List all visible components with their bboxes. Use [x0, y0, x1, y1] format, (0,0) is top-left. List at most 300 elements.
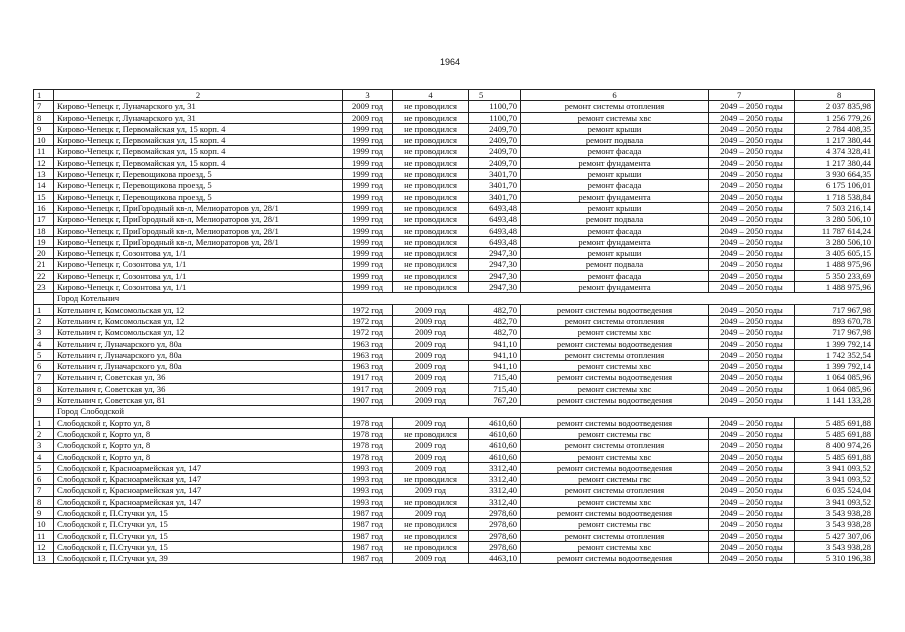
amount-cell: 8 400 974,26 — [795, 440, 875, 451]
work-type-cell: ремонт системы водоотведения — [521, 395, 709, 406]
amount-cell: 1 399 792,14 — [795, 361, 875, 372]
address-cell: Кирово-Чепецк г, Созонтова ул, 1/1 — [54, 270, 343, 281]
area-cell: 4463,10 — [469, 553, 521, 564]
period-cell: 2049 – 2050 годы — [709, 236, 795, 247]
period-cell: 2049 – 2050 годы — [709, 259, 795, 270]
work-type-cell: ремонт системы хвс — [521, 496, 709, 507]
row-number-cell: 4 — [34, 451, 54, 462]
period-cell: 2049 – 2050 годы — [709, 553, 795, 564]
period-cell: 2049 – 2050 годы — [709, 496, 795, 507]
last-repair-cell: не проводился — [393, 101, 469, 112]
area-cell: 1100,70 — [469, 101, 521, 112]
last-repair-cell: 2009 год — [393, 440, 469, 451]
last-repair-cell: 2009 год — [393, 315, 469, 326]
table-row — [34, 191, 875, 202]
period-cell: 2049 – 2050 годы — [709, 123, 795, 134]
work-type-cell: ремонт крыши — [521, 123, 709, 134]
area-cell: 3312,40 — [469, 496, 521, 507]
build-year-cell: 1987 год — [343, 519, 393, 530]
area-cell: 6493,48 — [469, 225, 521, 236]
row-number-cell: 8 — [34, 112, 54, 123]
table-row — [34, 428, 875, 439]
table-row — [34, 349, 875, 360]
period-cell: 2049 – 2050 годы — [709, 169, 795, 180]
period-cell: 2049 – 2050 годы — [709, 507, 795, 518]
work-type-cell: ремонт системы водоотведения — [521, 507, 709, 518]
amount-cell: 717 967,98 — [795, 327, 875, 338]
period-cell: 2049 – 2050 годы — [709, 440, 795, 451]
address-cell: Слободской г, П.Стучки ул, 15 — [54, 519, 343, 530]
build-year-cell: 1993 год — [343, 474, 393, 485]
section-row — [34, 406, 875, 417]
work-type-cell: ремонт системы отопления — [521, 485, 709, 496]
last-repair-cell: не проводился — [393, 135, 469, 146]
table-row — [34, 169, 875, 180]
work-type-cell: ремонт фундамента — [521, 157, 709, 168]
area-cell: 2978,60 — [469, 541, 521, 552]
address-cell: Котельнич г, Советская ул, 81 — [54, 395, 343, 406]
table-row — [34, 361, 875, 372]
last-repair-cell: не проводился — [393, 169, 469, 180]
area-cell: 2978,60 — [469, 530, 521, 541]
address-cell: Кирово-Чепецк г, Перевощикова проезд, 5 — [54, 180, 343, 191]
row-number-cell: 14 — [34, 180, 54, 191]
address-cell: Слободской г, Корто ул, 8 — [54, 440, 343, 451]
address-cell: Кирово-Чепецк г, Первомайская ул, 15 корп. 4 — [54, 135, 343, 146]
amount-cell: 1 488 975,96 — [795, 259, 875, 270]
build-year-cell: 1978 год — [343, 451, 393, 462]
build-year-cell: 1987 год — [343, 541, 393, 552]
work-type-cell: ремонт подвала — [521, 135, 709, 146]
last-repair-cell: не проводился — [393, 180, 469, 191]
table-row — [34, 395, 875, 406]
section-row — [34, 293, 875, 304]
last-repair-cell: не проводился — [393, 112, 469, 123]
work-type-cell: ремонт системы хвс — [521, 112, 709, 123]
row-number-cell: 16 — [34, 202, 54, 213]
area-cell: 6493,48 — [469, 202, 521, 213]
area-cell: 6493,48 — [469, 236, 521, 247]
column-number: 2 — [54, 90, 343, 101]
period-cell: 2049 – 2050 годы — [709, 214, 795, 225]
table-row — [34, 440, 875, 451]
work-type-cell: ремонт системы отопления — [521, 349, 709, 360]
period-cell: 2049 – 2050 годы — [709, 282, 795, 293]
table-row — [34, 282, 875, 293]
build-year-cell: 1963 год — [343, 349, 393, 360]
repair-schedule-table — [33, 89, 875, 564]
row-number-cell: 7 — [34, 101, 54, 112]
amount-cell: 5 427 307,06 — [795, 530, 875, 541]
area-cell: 767,20 — [469, 395, 521, 406]
period-cell: 2049 – 2050 годы — [709, 474, 795, 485]
last-repair-cell: не проводился — [393, 214, 469, 225]
build-year-cell: 1917 год — [343, 383, 393, 394]
build-year-cell: 1999 год — [343, 169, 393, 180]
work-type-cell: ремонт системы водоотведения — [521, 462, 709, 473]
table-row — [34, 146, 875, 157]
table-row — [34, 157, 875, 168]
period-cell: 2049 – 2050 годы — [709, 270, 795, 281]
column-number: 7 — [709, 90, 795, 101]
row-number-cell: 4 — [34, 338, 54, 349]
work-type-cell: ремонт системы гвс — [521, 474, 709, 485]
last-repair-cell: не проводился — [393, 157, 469, 168]
amount-cell: 717 967,98 — [795, 304, 875, 315]
build-year-cell: 1987 год — [343, 530, 393, 541]
period-cell: 2049 – 2050 годы — [709, 180, 795, 191]
address-cell: Слободской г, П.Стучки ул, 15 — [54, 507, 343, 518]
table-row — [34, 553, 875, 564]
last-repair-cell: не проводился — [393, 519, 469, 530]
work-type-cell: ремонт системы хвс — [521, 327, 709, 338]
amount-cell: 1 064 085,96 — [795, 383, 875, 394]
area-cell: 2409,70 — [469, 123, 521, 134]
area-cell: 2947,30 — [469, 259, 521, 270]
work-type-cell: ремонт системы хвс — [521, 383, 709, 394]
period-cell: 2049 – 2050 годы — [709, 451, 795, 462]
amount-cell: 893 670,78 — [795, 315, 875, 326]
amount-cell: 1 742 352,54 — [795, 349, 875, 360]
period-cell: 2049 – 2050 годы — [709, 530, 795, 541]
work-type-cell: ремонт фасада — [521, 270, 709, 281]
period-cell: 2049 – 2050 годы — [709, 485, 795, 496]
address-cell: Котельнич г, Луначарского ул, 80а — [54, 361, 343, 372]
build-year-cell: 1993 год — [343, 496, 393, 507]
row-number-cell: 3 — [34, 440, 54, 451]
period-cell: 2049 – 2050 годы — [709, 304, 795, 315]
build-year-cell: 1999 год — [343, 123, 393, 134]
table-row — [34, 248, 875, 259]
address-cell: Слободской г, Красноармейская ул, 147 — [54, 496, 343, 507]
work-type-cell: ремонт системы хвс — [521, 361, 709, 372]
work-type-cell: ремонт фундамента — [521, 282, 709, 293]
area-cell: 4610,60 — [469, 440, 521, 451]
build-year-cell: 1987 год — [343, 507, 393, 518]
area-cell: 6493,48 — [469, 214, 521, 225]
last-repair-cell: не проводился — [393, 236, 469, 247]
table-row — [34, 225, 875, 236]
amount-cell: 3 930 664,35 — [795, 169, 875, 180]
row-number-cell: 11 — [34, 530, 54, 541]
build-year-cell: 2009 год — [343, 101, 393, 112]
last-repair-cell: 2009 год — [393, 383, 469, 394]
row-number-cell: 5 — [34, 349, 54, 360]
period-cell: 2049 – 2050 годы — [709, 112, 795, 123]
area-cell: 2409,70 — [469, 157, 521, 168]
section-title: Город Котельнич — [54, 293, 343, 304]
table-row — [34, 541, 875, 552]
period-cell: 2049 – 2050 годы — [709, 327, 795, 338]
row-number-cell: 1 — [34, 417, 54, 428]
area-cell: 3312,40 — [469, 485, 521, 496]
period-cell: 2049 – 2050 годы — [709, 157, 795, 168]
table-row — [34, 270, 875, 281]
page-number: 1964 — [440, 57, 461, 67]
row-number-cell: 12 — [34, 541, 54, 552]
row-number-cell: 22 — [34, 270, 54, 281]
table-row — [34, 507, 875, 518]
last-repair-cell: не проводился — [393, 282, 469, 293]
address-cell: Кирово-Чепецк г, ПриГородный кв-л, Мелиораторов ул, 28/1 — [54, 236, 343, 247]
table-row — [34, 519, 875, 530]
address-cell: Кирово-Чепецк г, Первомайская ул, 15 корп. 4 — [54, 146, 343, 157]
table-row — [34, 180, 875, 191]
period-cell: 2049 – 2050 годы — [709, 338, 795, 349]
last-repair-cell: не проводился — [393, 225, 469, 236]
column-number: 5 — [469, 90, 521, 101]
build-year-cell: 1972 год — [343, 304, 393, 315]
build-year-cell: 1999 год — [343, 157, 393, 168]
amount-cell: 3 543 938,28 — [795, 507, 875, 518]
amount-cell: 5 485 691,88 — [795, 451, 875, 462]
address-cell: Кирово-Чепецк г, Перевощикова проезд, 5 — [54, 191, 343, 202]
table-row — [34, 259, 875, 270]
row-number-cell: 19 — [34, 236, 54, 247]
area-cell: 2947,30 — [469, 248, 521, 259]
area-cell: 4610,60 — [469, 428, 521, 439]
amount-cell: 5 350 233,69 — [795, 270, 875, 281]
work-type-cell: ремонт фасада — [521, 180, 709, 191]
table-row — [34, 417, 875, 428]
row-number-cell: 13 — [34, 169, 54, 180]
row-number-cell: 8 — [34, 383, 54, 394]
period-cell: 2049 – 2050 годы — [709, 191, 795, 202]
build-year-cell: 1999 год — [343, 236, 393, 247]
area-cell: 941,10 — [469, 338, 521, 349]
address-cell: Кирово-Чепецк г, Луначарского ул, 31 — [54, 101, 343, 112]
build-year-cell: 1917 год — [343, 372, 393, 383]
address-cell: Слободской г, П.Стучки ул, 15 — [54, 541, 343, 552]
amount-cell: 2 037 835,98 — [795, 101, 875, 112]
amount-cell: 3 941 093,52 — [795, 496, 875, 507]
build-year-cell: 1999 год — [343, 282, 393, 293]
row-number-cell: 13 — [34, 553, 54, 564]
amount-cell: 3 405 605,15 — [795, 248, 875, 259]
build-year-cell: 1999 год — [343, 225, 393, 236]
period-cell: 2049 – 2050 годы — [709, 395, 795, 406]
area-cell: 715,40 — [469, 383, 521, 394]
work-type-cell: ремонт крыши — [521, 248, 709, 259]
row-number-cell: 11 — [34, 146, 54, 157]
build-year-cell: 1993 год — [343, 485, 393, 496]
amount-cell: 6 175 106,01 — [795, 180, 875, 191]
column-number: 3 — [343, 90, 393, 101]
last-repair-cell: 2009 год — [393, 338, 469, 349]
table-row — [34, 383, 875, 394]
row-number-cell: 2 — [34, 315, 54, 326]
build-year-cell: 1907 год — [343, 395, 393, 406]
build-year-cell: 2009 год — [343, 112, 393, 123]
table-row — [34, 530, 875, 541]
work-type-cell: ремонт системы гвс — [521, 428, 709, 439]
address-cell: Слободской г, Корто ул, 8 — [54, 451, 343, 462]
last-repair-cell: 2009 год — [393, 327, 469, 338]
row-number-cell: 18 — [34, 225, 54, 236]
row-number-cell — [34, 293, 54, 304]
build-year-cell: 1972 год — [343, 327, 393, 338]
amount-cell: 3 280 506,10 — [795, 236, 875, 247]
amount-cell: 1 718 538,84 — [795, 191, 875, 202]
address-cell: Слободской г, П.Стучки ул, 39 — [54, 553, 343, 564]
amount-cell: 1 141 133,28 — [795, 395, 875, 406]
last-repair-cell: не проводился — [393, 496, 469, 507]
build-year-cell: 1963 год — [343, 338, 393, 349]
amount-cell: 1 488 975,96 — [795, 282, 875, 293]
amount-cell: 1 217 380,44 — [795, 157, 875, 168]
section-title: Город Слободской — [54, 406, 343, 417]
table-row — [34, 304, 875, 315]
area-cell: 482,70 — [469, 327, 521, 338]
build-year-cell: 1963 год — [343, 361, 393, 372]
column-number: 4 — [393, 90, 469, 101]
last-repair-cell: 2009 год — [393, 462, 469, 473]
last-repair-cell: не проводился — [393, 259, 469, 270]
last-repair-cell: 2009 год — [393, 372, 469, 383]
area-cell: 3401,70 — [469, 169, 521, 180]
area-cell: 3401,70 — [469, 180, 521, 191]
period-cell: 2049 – 2050 годы — [709, 372, 795, 383]
last-repair-cell: не проводился — [393, 191, 469, 202]
last-repair-cell: не проводился — [393, 202, 469, 213]
area-cell: 941,10 — [469, 349, 521, 360]
row-number-cell: 10 — [34, 519, 54, 530]
amount-cell: 3 280 506,10 — [795, 214, 875, 225]
table-row — [34, 236, 875, 247]
address-cell: Кирово-Чепецк г, Созонтова ул, 1/1 — [54, 259, 343, 270]
period-cell: 2049 – 2050 годы — [709, 135, 795, 146]
last-repair-cell: не проводился — [393, 123, 469, 134]
area-cell: 4610,60 — [469, 417, 521, 428]
address-cell: Слободской г, П.Стучки ул, 15 — [54, 530, 343, 541]
row-number-cell: 6 — [34, 361, 54, 372]
area-cell: 2978,60 — [469, 519, 521, 530]
work-type-cell: ремонт системы хвс — [521, 541, 709, 552]
build-year-cell: 1999 год — [343, 259, 393, 270]
build-year-cell: 1999 год — [343, 180, 393, 191]
address-cell: Котельнич г, Советская ул, 36 — [54, 383, 343, 394]
area-cell: 1100,70 — [469, 112, 521, 123]
period-cell: 2049 – 2050 годы — [709, 248, 795, 259]
period-cell: 2049 – 2050 годы — [709, 202, 795, 213]
row-number-cell: 6 — [34, 474, 54, 485]
work-type-cell: ремонт системы отопления — [521, 101, 709, 112]
address-cell: Кирово-Чепецк г, Первомайская ул, 15 корп. 4 — [54, 157, 343, 168]
row-number-cell: 15 — [34, 191, 54, 202]
address-cell: Котельнич г, Комсомольская ул, 12 — [54, 304, 343, 315]
table-row — [34, 496, 875, 507]
work-type-cell: ремонт фундамента — [521, 236, 709, 247]
amount-cell: 5 310 196,38 — [795, 553, 875, 564]
work-type-cell: ремонт подвала — [521, 259, 709, 270]
last-repair-cell: не проводился — [393, 270, 469, 281]
last-repair-cell: 2009 год — [393, 349, 469, 360]
row-number-cell: 5 — [34, 462, 54, 473]
column-number: 1 — [34, 90, 54, 101]
last-repair-cell: не проводился — [393, 428, 469, 439]
address-cell: Котельнич г, Луначарского ул, 80а — [54, 338, 343, 349]
amount-cell: 1 064 085,96 — [795, 372, 875, 383]
build-year-cell: 1993 год — [343, 462, 393, 473]
address-cell: Кирово-Чепецк г, Перевощикова проезд, 5 — [54, 169, 343, 180]
last-repair-cell: не проводился — [393, 248, 469, 259]
area-cell: 2978,60 — [469, 507, 521, 518]
amount-cell: 6 035 524,04 — [795, 485, 875, 496]
address-cell: Слободской г, Красноармейская ул, 147 — [54, 462, 343, 473]
period-cell: 2049 – 2050 годы — [709, 225, 795, 236]
period-cell: 2049 – 2050 годы — [709, 315, 795, 326]
area-cell: 4610,60 — [469, 451, 521, 462]
last-repair-cell: не проводился — [393, 530, 469, 541]
work-type-cell: ремонт системы водоотведения — [521, 338, 709, 349]
work-type-cell: ремонт фундамента — [521, 191, 709, 202]
last-repair-cell: 2009 год — [393, 553, 469, 564]
build-year-cell: 1999 год — [343, 146, 393, 157]
row-number-cell: 12 — [34, 157, 54, 168]
address-cell: Кирово-Чепецк г, ПриГородный кв-л, Мелиораторов ул, 28/1 — [54, 214, 343, 225]
work-type-cell: ремонт системы отопления — [521, 440, 709, 451]
table-row — [34, 202, 875, 213]
row-number-cell: 1 — [34, 304, 54, 315]
build-year-cell: 1999 год — [343, 191, 393, 202]
period-cell: 2049 – 2050 годы — [709, 519, 795, 530]
column-number-row — [34, 90, 875, 101]
last-repair-cell: не проводился — [393, 474, 469, 485]
area-cell: 715,40 — [469, 372, 521, 383]
area-cell: 3312,40 — [469, 474, 521, 485]
address-cell: Кирово-Чепецк г, ПриГородный кв-л, Мелиораторов ул, 28/1 — [54, 225, 343, 236]
row-number-cell: 21 — [34, 259, 54, 270]
work-type-cell: ремонт системы отопления — [521, 530, 709, 541]
table-row — [34, 112, 875, 123]
address-cell: Кирово-Чепецк г, Созонтова ул, 1/1 — [54, 282, 343, 293]
amount-cell: 3 543 938,28 — [795, 541, 875, 552]
table-row — [34, 123, 875, 134]
row-number-cell — [34, 406, 54, 417]
last-repair-cell: 2009 год — [393, 361, 469, 372]
work-type-cell: ремонт фасада — [521, 146, 709, 157]
row-number-cell: 23 — [34, 282, 54, 293]
build-year-cell: 1978 год — [343, 417, 393, 428]
amount-cell: 2 784 408,35 — [795, 123, 875, 134]
work-type-cell: ремонт подвала — [521, 214, 709, 225]
area-cell: 2409,70 — [469, 135, 521, 146]
work-type-cell: ремонт системы гвс — [521, 519, 709, 530]
table-row — [34, 372, 875, 383]
work-type-cell: ремонт системы отопления — [521, 315, 709, 326]
amount-cell: 11 787 614,24 — [795, 225, 875, 236]
last-repair-cell: не проводился — [393, 146, 469, 157]
table-row — [34, 135, 875, 146]
amount-cell: 3 941 093,52 — [795, 474, 875, 485]
last-repair-cell: не проводился — [393, 541, 469, 552]
amount-cell: 3 543 938,28 — [795, 519, 875, 530]
address-cell: Котельнич г, Луначарского ул, 80а — [54, 349, 343, 360]
area-cell: 941,10 — [469, 361, 521, 372]
row-number-cell: 7 — [34, 372, 54, 383]
amount-cell: 1 256 779,26 — [795, 112, 875, 123]
section-spacer — [343, 406, 875, 417]
area-cell: 2947,30 — [469, 282, 521, 293]
work-type-cell: ремонт фасада — [521, 225, 709, 236]
address-cell: Кирово-Чепецк г, ПриГородный кв-л, Мелиораторов ул, 28/1 — [54, 202, 343, 213]
last-repair-cell: 2009 год — [393, 417, 469, 428]
area-cell: 482,70 — [469, 304, 521, 315]
table-row — [34, 451, 875, 462]
row-number-cell: 9 — [34, 395, 54, 406]
address-cell: Котельнич г, Комсомольская ул, 12 — [54, 327, 343, 338]
last-repair-cell: 2009 год — [393, 451, 469, 462]
